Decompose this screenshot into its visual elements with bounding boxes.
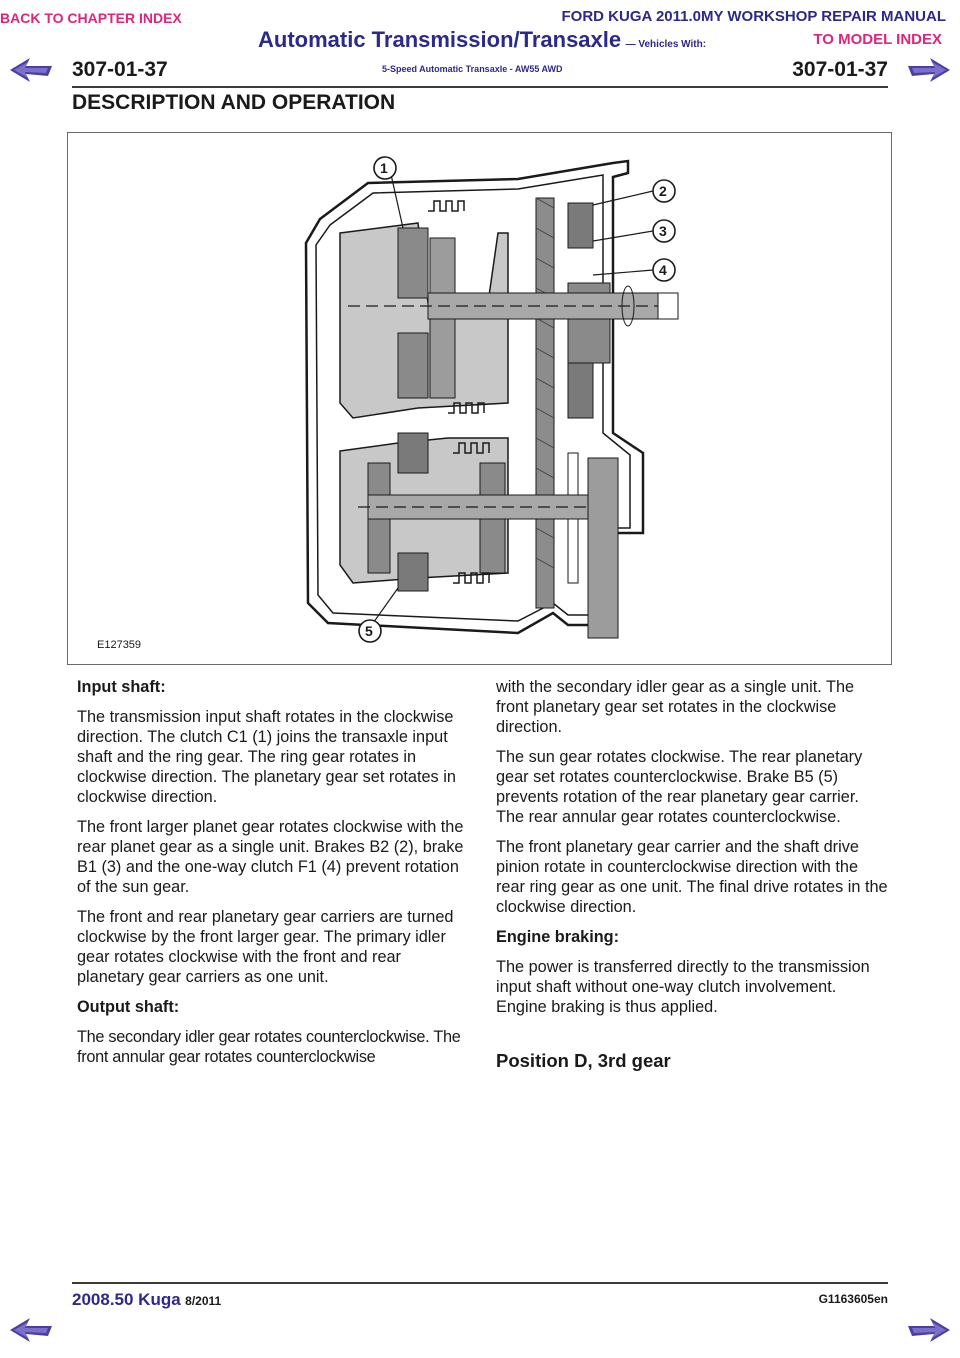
arrow-right-icon[interactable] xyxy=(908,58,950,82)
heading-engine-braking: Engine braking: xyxy=(496,928,620,946)
header-rule xyxy=(72,86,888,88)
footer-date: 8/2011 xyxy=(185,1294,222,1308)
callout-3-label: 3 xyxy=(659,223,667,239)
callout-1 xyxy=(374,157,396,179)
callout-4-label: 4 xyxy=(659,262,667,278)
callout-5-label: 5 xyxy=(365,623,373,639)
paragraph: The front and rear planetary gear carriers are turned clockwise by the front larger gear. The primary idler gear rotates clockwise with the front and rear planetary gear carriers as one unit. xyxy=(77,908,454,986)
heading-output-shaft: Output shaft: xyxy=(77,998,180,1016)
figure-id: E127359 xyxy=(97,639,142,651)
footer-model: 2008.50 Kuga xyxy=(72,1290,181,1309)
section-subtitle: 5-Speed Automatic Transaxle - AW55 AWD xyxy=(382,64,563,74)
arrow-left-icon[interactable] xyxy=(10,1318,52,1342)
paragraph: The front planetary gear carrier and the shaft drive pinion rotate in counterclockwise direction with the rear ring gear as one unit. The final drive rotates in the clockwise direction. xyxy=(496,838,888,916)
back-to-chapter-index-link[interactable]: BACK TO CHAPTER INDEX xyxy=(0,10,182,26)
footer-rule xyxy=(72,1282,888,1284)
page-number-left: 307-01-37 xyxy=(72,58,168,81)
callout-3 xyxy=(653,220,675,242)
footer-doc-code: G1163605en xyxy=(818,1292,888,1306)
paragraph: with the secondary idler gear as a single unit. The front planetary gear set rotates in the clockwise direction. xyxy=(496,678,855,736)
page-heading: DESCRIPTION AND OPERATION xyxy=(72,91,396,114)
transmission-diagram-figure xyxy=(67,132,892,665)
right-column xyxy=(496,677,888,1027)
callout-2-label: 2 xyxy=(659,183,667,199)
left-column xyxy=(77,677,469,1077)
paragraph: The power is transferred directly to the transmission input shaft without one-way clutch involvement. Engine braking is thus applied. xyxy=(496,958,870,1016)
heading-input-shaft: Input shaft: xyxy=(77,678,166,696)
section-title-block xyxy=(258,27,706,53)
section-title: Automatic Transmission/Transaxle xyxy=(258,27,622,52)
paragraph: The secondary idler gear rotates counterclockwise. The front annular gear rotates counterclockwise xyxy=(77,1028,461,1066)
footer-model-block xyxy=(72,1290,221,1310)
callout-4 xyxy=(653,259,675,281)
page-number-right: 307-01-37 xyxy=(792,58,888,81)
arrow-left-icon[interactable] xyxy=(10,58,52,82)
transmission-cutaway-diagram xyxy=(68,133,891,664)
paragraph: The sun gear rotates clockwise. The rear planetary gear set rotates counterclockwise. Brake B5 (5) prevents rotation of the rear planetary gear carrier. The rear annular gear rotates counterclockwise. xyxy=(496,748,863,826)
callout-1-label: 1 xyxy=(380,160,388,176)
to-model-index-link[interactable]: TO MODEL INDEX xyxy=(813,31,942,48)
paragraph: The front larger planet gear rotates clockwise with the rear planet gear as a single unit. Brakes B2 (2), brake B1 (3) and the one-way clutch F1 (4) prevent rotation of the sun gear. xyxy=(77,818,464,896)
manual-title: FORD KUGA 2011.0MY WORKSHOP REPAIR MANUAL xyxy=(561,8,946,25)
arrow-right-icon[interactable] xyxy=(908,1318,950,1342)
callout-2 xyxy=(653,180,675,202)
section-suffix: — Vehicles With: xyxy=(625,39,707,50)
callout-5 xyxy=(359,620,381,642)
subheading-position-d-3rd-gear: Position D, 3rd gear xyxy=(496,1050,671,1071)
paragraph: The transmission input shaft rotates in the clockwise direction. The clutch C1 (1) joins the transaxle input shaft and the ring gear. The ring gear rotates in clockwise direction. The planetary gear set rotates in clockwise direction. xyxy=(77,708,456,806)
